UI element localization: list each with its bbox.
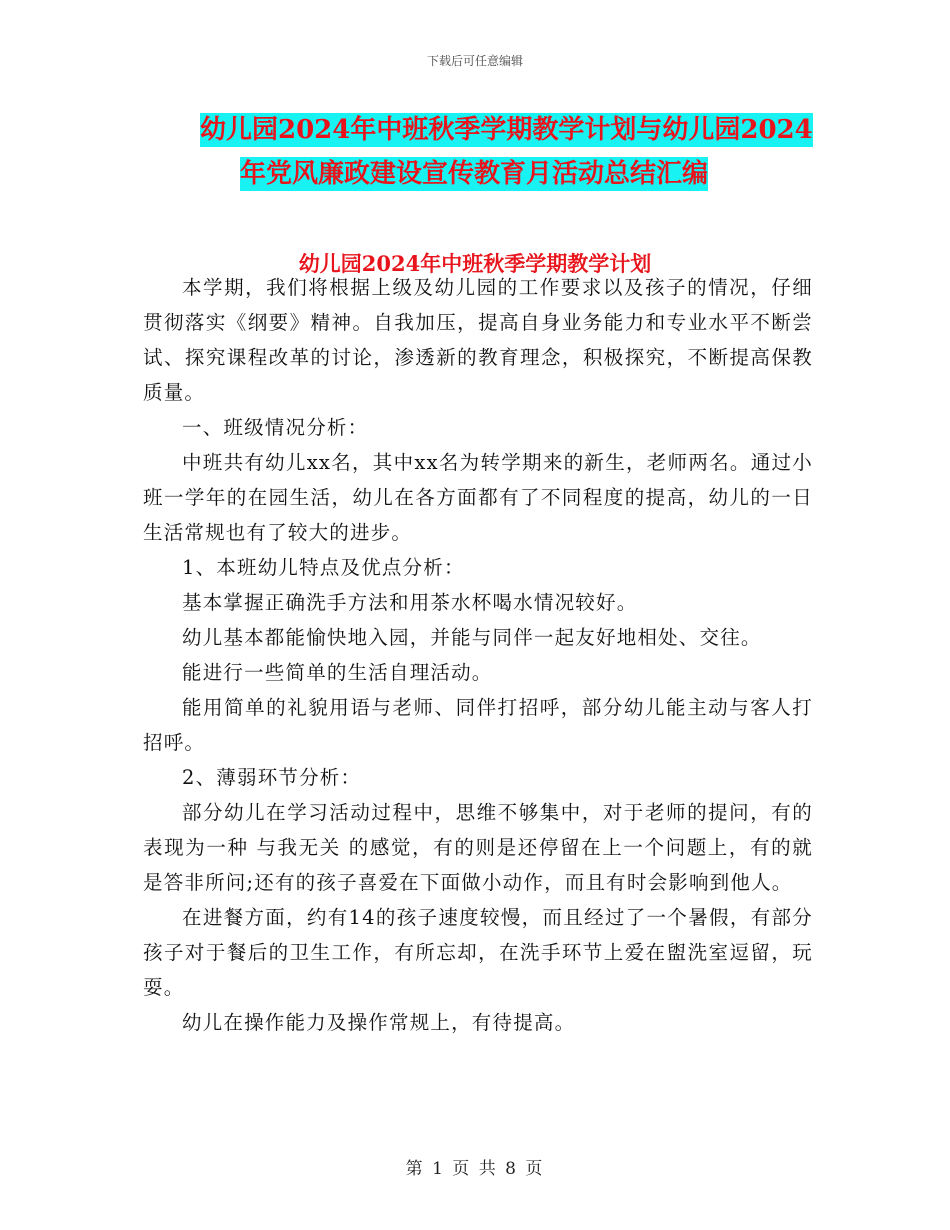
paragraph: 一、班级情况分析： — [182, 416, 369, 439]
paragraph: 在进餐方面，约有14的孩子速度较慢，而且经过了一个暑假，有部分孩子对于餐后的卫生工作，有所忘却，在洗手环节上爱在盥洗室逗留，玩耍。 — [143, 906, 813, 999]
header-note: 下载后可任意编辑 — [426, 54, 523, 68]
document-body — [143, 270, 813, 1040]
document-title — [190, 108, 830, 196]
paragraph: 2、薄弱环节分析： — [182, 766, 362, 789]
title-line-1-text: 幼儿园2024年中班秋季学期教学计划与幼儿园2024 — [200, 115, 813, 145]
section-title: 幼儿园2024年中班秋季学期教学计划 — [298, 251, 652, 276]
paragraph: 幼儿在操作能力及操作常规上，有待提高。 — [182, 1011, 576, 1034]
paragraph: 中班共有幼儿xx名，其中xx名为转学期来的新生，老师两名。通过小班一学年的在园生活，幼儿在各方面都有了不同程度的提高，幼儿的一日生活常规也有了较大的进步。 — [143, 451, 813, 544]
paragraph: 部分幼儿在学习活动过程中，思维不够集中，对于老师的提问，有的表现为一种 与我无关 的感觉，有的则是还停留在上一个问题上，有的就是答非所问;还有的孩子喜爱在下面做小动作，而且有时会影响到他人。 — [143, 801, 813, 894]
paragraph: 能进行一些简单的生活自理活动。 — [182, 661, 493, 684]
paragraph: 幼儿基本都能愉快地入园，并能与同伴一起友好地相处、交往。 — [182, 626, 762, 649]
title-line-2-text: 年党风廉政建设宣传教育月活动总结汇编 — [240, 159, 709, 189]
paragraph: 本学期，我们将根据上级及幼儿园的工作要求以及孩子的情况，仔细贯彻落实《纲要》精神。自我加压，提高自身业务能力和专业水平不断尝试、探究课程改革的讨论，渗透新的教育理念，积极探究，不断提高保教质量。 — [143, 276, 813, 404]
title-line-1 — [200, 108, 830, 152]
paragraph: 1、本班幼儿特点及优点分析： — [182, 556, 465, 579]
title-line-2 — [240, 152, 830, 196]
page-footer: 第 1 页 共 8 页 — [405, 1159, 545, 1179]
paragraph: 能用简单的礼貌用语与老师、同伴打招呼，部分幼儿能主动与客人打招呼。 — [143, 696, 813, 754]
paragraph: 基本掌握正确洗手方法和用茶水杯喝水情况较好。 — [182, 591, 638, 614]
